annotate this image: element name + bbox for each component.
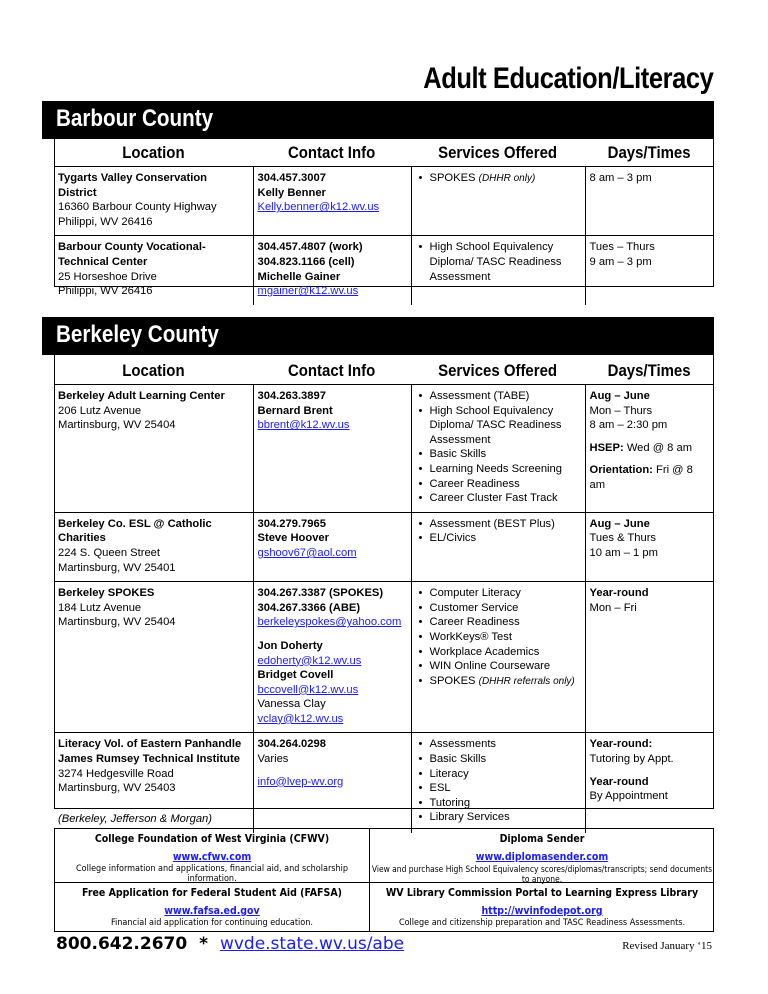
location-cell: Berkeley Co. ESL @ Catholic Charities 224 S. Queen Street Martinsburg, WV 25401	[54, 512, 253, 581]
resources-box	[54, 828, 714, 932]
email-link[interactable]: vclay@k12.wv.us	[257, 712, 344, 725]
times-cell: Tues – Thurs 9 am – 3 pm	[585, 236, 714, 305]
header-contact: Contact Info	[253, 139, 411, 167]
header-location: Location	[54, 139, 253, 167]
contact-cell: 304.457.3007 Kelly Benner Kelly.benner@k12.wv.us	[253, 167, 411, 236]
email-link[interactable]: info@lvep-wv.org	[257, 775, 344, 788]
contact-line	[56, 934, 404, 954]
services-cell: • Assessments • Basic Skills • Literacy • ESL • Tutoring • Library Services	[411, 733, 585, 833]
table-row	[54, 733, 714, 833]
contact-cell: 304.267.3387 (SPOKES) 304.267.3366 (ABE) berkeleyspokes@yahoo.com Jon Doherty edoherty@k12.wv.us Bridget Covell bccovell@k12.wv.us Vanessa Clay vclay@k12.wv.us	[253, 582, 411, 733]
library-link[interactable]: http://wvinfodepot.org	[481, 905, 603, 917]
contact-cell: 304.263.3897 Bernard Brent bbrent@k12.wv.us	[253, 385, 411, 513]
times-cell: Aug – June Mon – Thurs 8 am – 2:30 pm HSEP: Wed @ 8 am Orientation: Fri @ 8 am	[585, 385, 714, 513]
berkeley-table	[54, 357, 714, 833]
location-cell: Berkeley SPOKES 184 Lutz Avenue Martinsburg, WV 25404	[54, 582, 253, 733]
times-cell: Aug – June Tues & Thurs 10 am – 1 pm	[585, 512, 714, 581]
times-cell: Year-round Mon – Fri	[585, 582, 714, 733]
contact-cell: 304.279.7965 Steve Hoover gshoov67@aol.com	[253, 512, 411, 581]
header-contact: Contact Info	[253, 357, 411, 385]
location-cell: Barbour County Vocational-Technical Center 25 Horseshoe Drive Philippi, WV 26416	[58, 241, 206, 298]
header-location: Location	[54, 357, 253, 385]
services-cell: • SPOKES (DHHR only)	[411, 167, 585, 236]
table-row	[54, 167, 714, 236]
email-link[interactable]: Kelly.benner@k12.wv.us	[257, 201, 380, 214]
table-row	[54, 236, 714, 305]
services-cell: • Assessment (TABE) • High School Equivalency Diploma/ TASC Readiness Assessment • Basic Skills • Learning Needs Screening • Career Readiness • Career Cluster Fast Track	[411, 385, 585, 513]
header-services: Services Offered	[411, 139, 585, 167]
county-header-barbour: Barbour County	[42, 101, 714, 139]
fafsa-link[interactable]: www.fafsa.ed.gov	[164, 905, 260, 917]
email-link[interactable]: berkeleyspokes@yahoo.com	[257, 616, 402, 629]
contact-cell: 304.457.4807 (work) 304.823.1166 (cell) Michelle Gainer mgainer@k12.wv.us	[253, 236, 411, 305]
services-cell: • Assessment (BEST Plus) • EL/Civics	[411, 512, 585, 581]
email-link[interactable]: bccovell@k12.wv.us	[257, 683, 359, 696]
location-cell: Berkeley Adult Learning Center 206 Lutz Avenue Martinsburg, WV 25404	[54, 385, 253, 513]
location-cell: Tygarts Valley Conservation District 16360 Barbour County Highway Philippi, WV 26416	[54, 167, 253, 236]
header-days: Days/Times	[585, 357, 714, 385]
email-link[interactable]: edoherty@k12.wv.us	[257, 654, 362, 667]
cfwv-link[interactable]: www.cfwv.com	[172, 851, 252, 863]
phone-number: 800.642.2670	[56, 934, 188, 954]
services-cell: • Computer Literacy • Customer Service • Career Readiness • WorkKeys® Test • Workplace Academics • WIN Online Courseware • SPOKES (DHHR referrals only)	[411, 582, 585, 733]
fafsa-resource: Free Application for Federal Student Aid (FAFSA) www.fafsa.ed.gov Financial aid application for continuing education.	[82, 887, 342, 928]
cfwv-resource: College Foundation of West Virginia (CFWV) www.cfwv.com College information and applications, financial aid, and scholarship information.	[75, 833, 349, 884]
times-cell: Year-round: Tutoring by Appt. Year-round By Appointment	[585, 733, 714, 833]
page-title: Adult Education/Literacy	[422, 62, 713, 95]
diploma-sender-resource: Diploma Sender www.diplomasender.com View and purchase High School Equivalency scores/diplomas/transcripts; send documents to anyone.	[371, 833, 713, 884]
barbour-table	[54, 139, 714, 305]
email-link[interactable]: gshoov67@aol.com	[257, 546, 357, 559]
location-cell: Literacy Vol. of Eastern Panhandle James Rumsey Technical Institute 3274 Hedgesville Road Martinsburg, WV 25403 (Berkeley, Jefferson & Morgan)	[58, 738, 242, 825]
library-resource: WV Library Commission Portal to Learning Express Library http://wvinfodepot.org College and citizenship preparation and TASC Readiness Assessments.	[385, 887, 699, 928]
services-cell: • High School Equivalency Diploma/ TASC Readiness Assessment	[411, 236, 585, 305]
header-services: Services Offered	[411, 357, 585, 385]
diploma-sender-link[interactable]: www.diplomasender.com	[475, 851, 609, 863]
email-link[interactable]: mgainer@k12.wv.us	[257, 285, 359, 298]
contact-cell: 304.264.0298 Varies info@lvep-wv.org	[253, 733, 411, 833]
revised-date: Revised January ‘15	[622, 940, 712, 952]
table-row	[54, 582, 714, 733]
website-link[interactable]: wvde.state.wv.us/abe	[219, 934, 405, 954]
header-days: Days/Times	[585, 139, 714, 167]
table-row	[54, 512, 714, 581]
email-link[interactable]: bbrent@k12.wv.us	[257, 419, 350, 432]
county-header-berkeley: Berkeley County	[42, 317, 714, 355]
times-cell: 8 am – 3 pm	[585, 167, 714, 236]
separator-star: *	[199, 934, 209, 954]
table-row	[54, 385, 714, 513]
